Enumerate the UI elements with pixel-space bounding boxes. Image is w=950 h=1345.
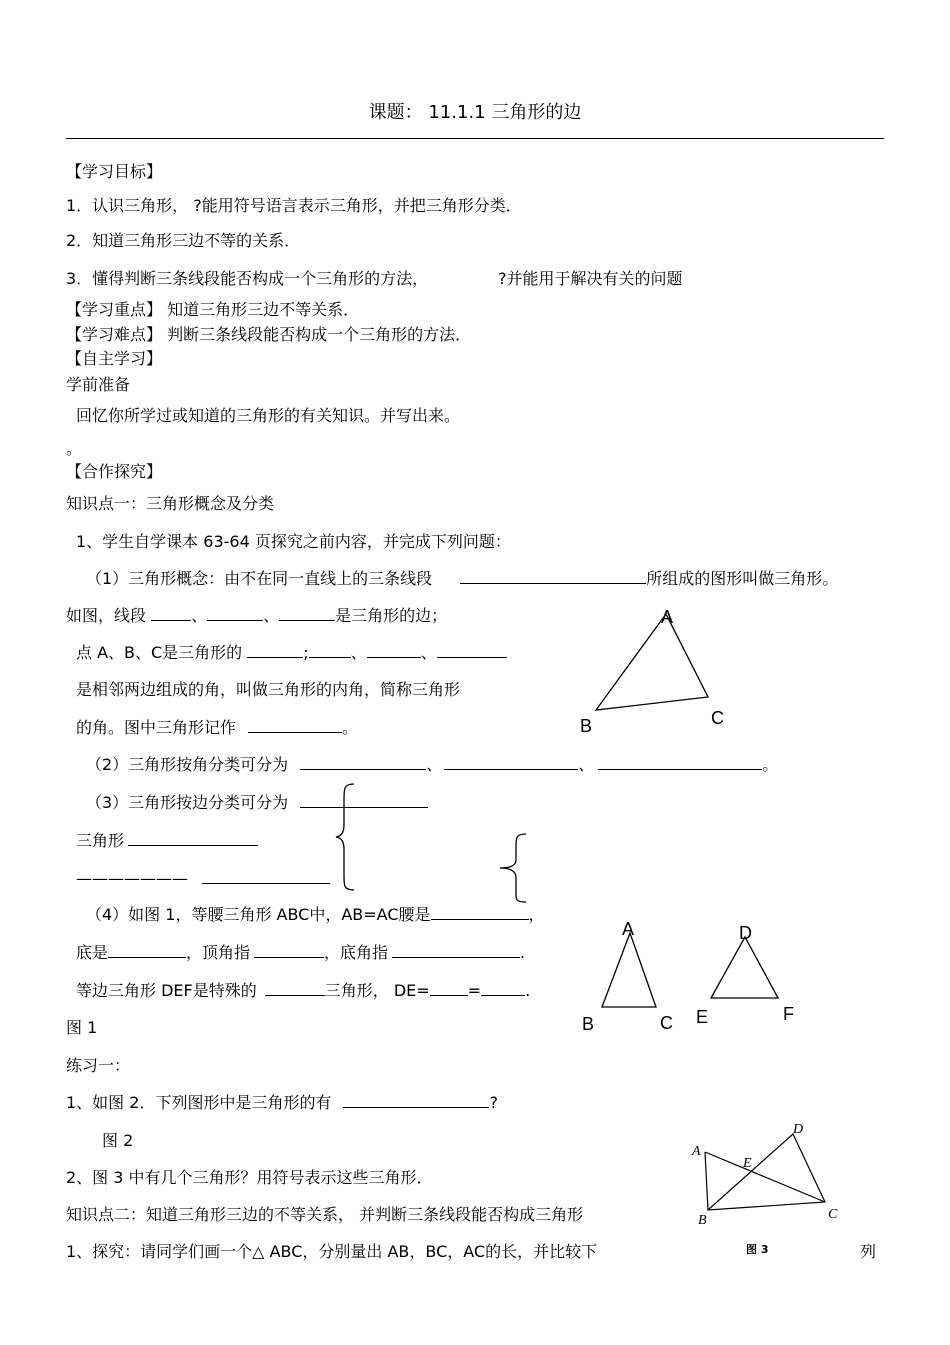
difficult-point: 【学习难点】 判断三条线段能否构成一个三角形的方法． bbox=[66, 325, 472, 344]
base-text: 底是 bbox=[76, 943, 109, 962]
knowledge-point-1: 知识点一：三角形概念及分类 bbox=[66, 494, 275, 513]
separator: 、 bbox=[191, 606, 208, 625]
q3-line-3 bbox=[76, 869, 330, 889]
dash-line: ——————— bbox=[76, 869, 188, 888]
fig3-label-c: C bbox=[828, 1207, 838, 1222]
triangle-abc-shape bbox=[596, 614, 708, 710]
fig3-lines bbox=[705, 1134, 825, 1210]
q2-end: 。 bbox=[762, 755, 779, 774]
explore-task-cont: 列 bbox=[860, 1242, 877, 1261]
q1-angle-line: 是相邻两边组成的角，叫做三角形的内角，简称三角形 bbox=[76, 680, 461, 699]
ex1-text: 1、如图 2．下列图形中是三角形的有 bbox=[66, 1093, 332, 1112]
separator: 、 bbox=[263, 606, 280, 625]
fig1-label-f: F bbox=[783, 1004, 794, 1024]
blank[interactable] bbox=[202, 869, 330, 884]
q3-triangle-text: 三角形 bbox=[76, 831, 125, 850]
blank[interactable] bbox=[598, 755, 762, 770]
knowledge-point-2: 知识点二：知道三角形三边的不等关系， 并判断三条线段能否构成三角形 bbox=[66, 1205, 584, 1224]
brace-small bbox=[494, 832, 528, 904]
separator: ; bbox=[303, 643, 309, 662]
blank[interactable] bbox=[279, 606, 335, 621]
vertex-text: 点 A、B、C是三角形的 bbox=[76, 643, 243, 662]
q2-line bbox=[86, 755, 778, 775]
blank[interactable] bbox=[300, 755, 426, 770]
q4-base-line bbox=[76, 943, 525, 963]
explore-task: 1、探究：请同学们画一个△ ABC，分别量出 AB，BC，AC的长，并比较下 bbox=[66, 1242, 598, 1261]
fig1-label-c: C bbox=[660, 1013, 673, 1033]
equilateral-triangle-shape bbox=[711, 937, 778, 998]
q2-text: （2）三角形按角分类可分为 bbox=[86, 755, 289, 774]
notation-end: 。 bbox=[342, 718, 359, 737]
fig1-label-e: E bbox=[696, 1007, 709, 1027]
pre-study-heading: 学前准备 bbox=[66, 375, 131, 394]
equilateral-text-2: 三角形， DE= bbox=[324, 981, 430, 1000]
ex1-end: ? bbox=[489, 1093, 498, 1112]
figure-2-caption: 图 2 bbox=[102, 1131, 134, 1150]
q4-end: ， bbox=[528, 905, 545, 924]
q1-vertex-line bbox=[76, 643, 507, 663]
fig1-label-a: A bbox=[622, 919, 635, 939]
goal-3-cont: ?并能用于解决有关的问题 bbox=[498, 269, 683, 288]
fig1-label-d: D bbox=[739, 923, 752, 943]
section-learning-goals: 【学习目标】 bbox=[66, 162, 163, 181]
fig3-label-a: A bbox=[692, 1144, 701, 1159]
section-self-study: 【自主学习】 bbox=[66, 349, 163, 368]
task-1: 1、学生自学课本 63-64 页探究之前内容，并完成下列问题： bbox=[76, 532, 511, 551]
section-cooperative: 【合作探究】 bbox=[66, 462, 163, 481]
q4-line bbox=[86, 905, 545, 925]
blank[interactable] bbox=[247, 643, 303, 658]
exercise-1-q1 bbox=[66, 1093, 498, 1113]
equilateral-end: . bbox=[525, 981, 531, 1000]
blank[interactable] bbox=[343, 1093, 489, 1108]
title-rule bbox=[66, 138, 884, 139]
q1-text-end: 所组成的图形叫做三角形。 bbox=[646, 569, 839, 588]
vertex-label-b: B bbox=[580, 716, 593, 736]
fig3-caption: 图 3 bbox=[746, 1243, 769, 1256]
blank[interactable] bbox=[108, 943, 186, 958]
apex-text: ，顶角指 bbox=[186, 943, 251, 962]
brace-big bbox=[334, 782, 364, 892]
q4-text: （4）如图 1，等腰三角形 ABC中，AB=AC腰是 bbox=[86, 905, 431, 924]
sides-text: 如图，线段 bbox=[66, 606, 147, 625]
vertex-label-c: C bbox=[711, 708, 724, 728]
separator: 、 bbox=[578, 755, 595, 774]
exercise-1-q2: 2、图 3 中有几个三角形？用符号表示这些三角形． bbox=[66, 1168, 433, 1187]
blank[interactable] bbox=[128, 831, 258, 846]
q1-sides-line bbox=[66, 606, 447, 626]
notation-text: 的角。图中三角形记作 bbox=[76, 718, 237, 737]
separator: 、 bbox=[350, 643, 367, 662]
goal-1: 1．认识三角形， ?能用符号语言表示三角形，并把三角形分类． bbox=[66, 196, 522, 215]
base-angle-text: ，底角指 bbox=[324, 943, 389, 962]
goal-2: 2．知道三角形三边不等的关系． bbox=[66, 231, 301, 250]
exercise-1-heading: 练习一： bbox=[66, 1056, 131, 1075]
equilateral-text: 等边三角形 DEF是特殊的 bbox=[76, 981, 257, 1000]
separator: 、 bbox=[426, 755, 443, 774]
q1-notation-line bbox=[76, 718, 358, 738]
sides-text-end: 是三角形的边； bbox=[335, 606, 448, 625]
isosceles-triangle-shape bbox=[602, 933, 656, 1007]
blank[interactable] bbox=[367, 643, 421, 658]
q3-line-2 bbox=[76, 831, 258, 851]
base-end: . bbox=[520, 943, 526, 962]
figure-1-caption: 图 1 bbox=[66, 1018, 98, 1037]
q3-text: （3）三角形按边分类可分为 bbox=[86, 793, 289, 812]
fig3-label-e: E bbox=[743, 1156, 752, 1171]
q1-text: （1）三角形概念：由不在同一直线上的三条线段 bbox=[86, 569, 433, 588]
blank[interactable] bbox=[254, 943, 324, 958]
pre-study-answer-mark: 。 bbox=[66, 439, 83, 458]
fig3-label-b: B bbox=[698, 1213, 707, 1228]
figure-3 bbox=[680, 1110, 860, 1260]
blank[interactable] bbox=[430, 981, 468, 996]
goal-3: 3．懂得判断三条线段能否构成一个三角形的方法， bbox=[66, 269, 429, 288]
q3-line bbox=[86, 793, 428, 813]
page-title: 课题： 11.1.1 三角形的边 bbox=[368, 102, 582, 123]
q4-equilateral-line bbox=[76, 981, 530, 1001]
fig1-label-b: B bbox=[582, 1014, 595, 1034]
figure-1 bbox=[570, 915, 810, 1035]
blank[interactable] bbox=[437, 643, 507, 658]
blank[interactable] bbox=[431, 905, 529, 920]
blank[interactable] bbox=[392, 943, 520, 958]
pre-study-prompt: 回忆你所学过或知道的三角形的有关知识。并写出来。 bbox=[76, 406, 461, 425]
blank[interactable] bbox=[207, 606, 263, 621]
blank[interactable] bbox=[151, 606, 191, 621]
q1-line bbox=[86, 569, 838, 589]
blank[interactable] bbox=[300, 793, 428, 808]
blank[interactable] bbox=[460, 569, 646, 584]
vertex-label-a: A bbox=[661, 607, 674, 627]
equals-sign: = bbox=[467, 981, 482, 1000]
blank[interactable] bbox=[444, 755, 578, 770]
blank[interactable] bbox=[309, 643, 351, 658]
triangle-abc-figure bbox=[570, 600, 730, 740]
key-point: 【学习重点】 知道三角形三边不等关系． bbox=[66, 300, 360, 319]
blank[interactable] bbox=[265, 981, 325, 996]
separator: 、 bbox=[420, 643, 437, 662]
fig3-label-d: D bbox=[793, 1122, 804, 1137]
blank[interactable] bbox=[481, 981, 525, 996]
blank[interactable] bbox=[248, 718, 342, 733]
